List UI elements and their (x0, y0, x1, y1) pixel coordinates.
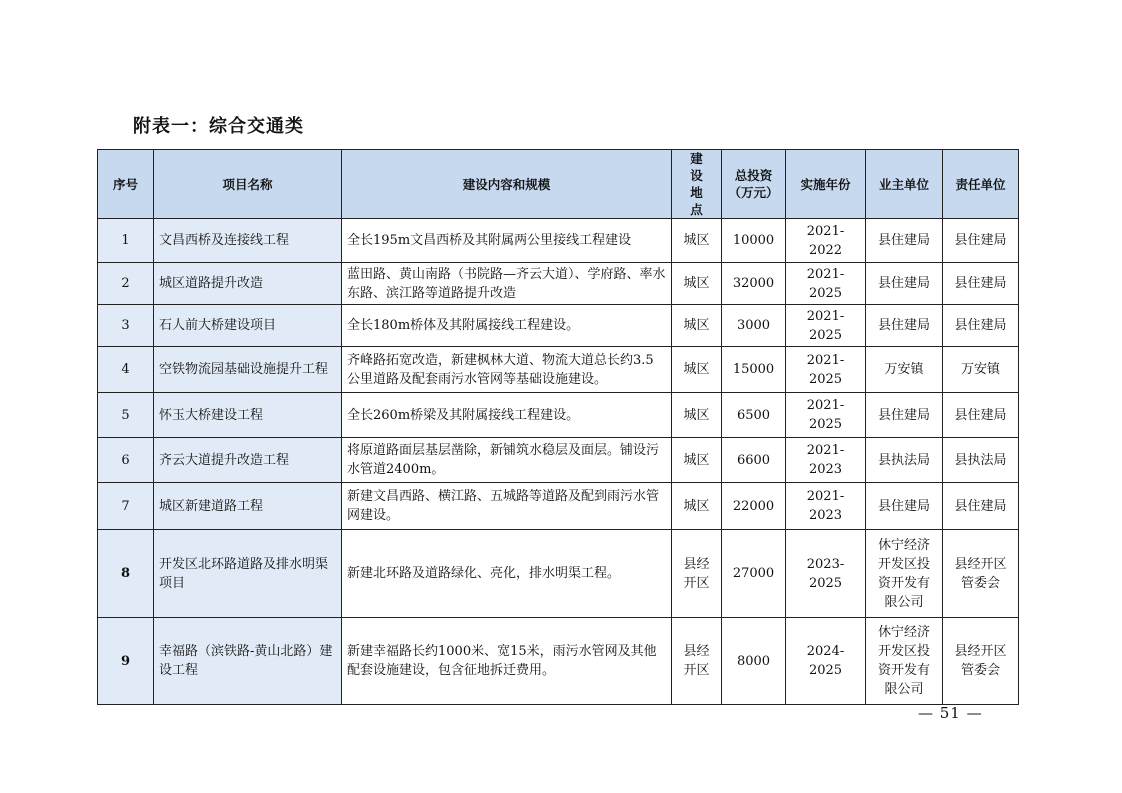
row-investment: 6600 (722, 438, 786, 483)
header-years: 实施年份 (786, 150, 866, 219)
row-name: 空铁物流园基础设施提升工程 (154, 347, 342, 393)
row-investment: 32000 (722, 263, 786, 305)
row-years: 2021-2025 (786, 263, 866, 305)
row-content: 全长260m桥梁及其附属接线工程建设。 (342, 393, 672, 438)
row-responsible: 县住建局 (943, 483, 1019, 530)
row-content: 齐峰路拓宽改造，新建枫林大道、物流大道总长约3.5公里道路及配套雨污水管网等基础设施建设。 (342, 347, 672, 393)
header-investment (722, 150, 786, 219)
row-owner: 县住建局 (866, 219, 943, 263)
row-investment: 10000 (722, 219, 786, 263)
row-years: 2021-2023 (786, 438, 866, 483)
table-row (98, 618, 1019, 705)
header-location: 建设地点 (672, 150, 722, 219)
row-name: 怀玉大桥建设工程 (154, 393, 342, 438)
row-content: 新建北环路及道路绿化、亮化，排水明渠工程。 (342, 530, 672, 618)
row-index: 1 (98, 219, 154, 263)
header-investment-line1: 总投资 (734, 168, 773, 183)
row-investment: 3000 (722, 305, 786, 347)
table-row (98, 483, 1019, 530)
row-content: 全长195m文昌西桥及其附属两公里接线工程建设 (342, 219, 672, 263)
header-name: 项目名称 (154, 150, 342, 219)
row-responsible: 万安镇 (943, 347, 1019, 393)
table-row (98, 263, 1019, 305)
row-content: 蓝田路、黄山南路（书院路—齐云大道）、学府路、率水东路、滨江路等道路提升改造 (342, 263, 672, 305)
row-responsible: 县经开区管委会 (943, 618, 1019, 705)
header-content: 建设内容和规模 (342, 150, 672, 219)
table-row (98, 530, 1019, 618)
row-owner: 县执法局 (866, 438, 943, 483)
row-content: 新建幸福路长约1000米、宽15米，雨污水管网及其他配套设施建设，包含征地拆迁费用。 (342, 618, 672, 705)
row-location: 县经开区 (672, 618, 722, 705)
row-location: 城区 (672, 347, 722, 393)
row-investment: 6500 (722, 393, 786, 438)
row-name: 石人前大桥建设项目 (154, 305, 342, 347)
row-owner: 休宁经济开发区投资开发有限公司 (866, 530, 943, 618)
row-owner: 县住建局 (866, 393, 943, 438)
row-years: 2023-2025 (786, 530, 866, 618)
row-location: 城区 (672, 483, 722, 530)
row-index: 6 (98, 438, 154, 483)
row-years: 2021-2023 (786, 483, 866, 530)
row-responsible: 县住建局 (943, 219, 1019, 263)
row-name: 幸福路（滨铁路-黄山北路）建设工程 (154, 618, 342, 705)
row-investment: 15000 (722, 347, 786, 393)
row-responsible: 县住建局 (943, 393, 1019, 438)
row-name: 文昌西桥及连接线工程 (154, 219, 342, 263)
row-responsible: 县住建局 (943, 305, 1019, 347)
row-index: 2 (98, 263, 154, 305)
row-responsible: 县执法局 (943, 438, 1019, 483)
row-location: 县经开区 (672, 530, 722, 618)
row-owner: 万安镇 (866, 347, 943, 393)
row-years: 2021-2025 (786, 393, 866, 438)
row-years: 2021-2025 (786, 305, 866, 347)
row-investment: 27000 (722, 530, 786, 618)
row-owner: 县住建局 (866, 305, 943, 347)
row-responsible: 县经开区管委会 (943, 530, 1019, 618)
row-investment: 8000 (722, 618, 786, 705)
row-index: 5 (98, 393, 154, 438)
row-years: 2021-2025 (786, 347, 866, 393)
row-years: 2021-2022 (786, 219, 866, 263)
row-owner: 休宁经济开发区投资开发有限公司 (866, 618, 943, 705)
row-location: 城区 (672, 263, 722, 305)
header-investment-line2: （万元） (728, 185, 779, 200)
table-row (98, 393, 1019, 438)
row-investment: 22000 (722, 483, 786, 530)
header-index: 序号 (98, 150, 154, 219)
row-name: 城区道路提升改造 (154, 263, 342, 305)
row-name: 齐云大道提升改造工程 (154, 438, 342, 483)
row-years: 2024-2025 (786, 618, 866, 705)
row-owner: 县住建局 (866, 483, 943, 530)
row-location: 城区 (672, 438, 722, 483)
row-index: 4 (98, 347, 154, 393)
row-index: 3 (98, 305, 154, 347)
row-name: 城区新建道路工程 (154, 483, 342, 530)
table-header-row (98, 150, 1019, 219)
table-row (98, 219, 1019, 263)
row-content: 新建文昌西路、横江路、五城路等道路及配到雨污水管网建设。 (342, 483, 672, 530)
row-index: 9 (98, 618, 154, 705)
page-title: 附表一：综合交通类 (133, 116, 304, 137)
header-responsible: 责任单位 (943, 150, 1019, 219)
row-name: 开发区北环路道路及排水明渠项目 (154, 530, 342, 618)
row-responsible: 县住建局 (943, 263, 1019, 305)
row-location: 城区 (672, 219, 722, 263)
row-location: 城区 (672, 393, 722, 438)
row-content: 全长180m桥体及其附属接线工程建设。 (342, 305, 672, 347)
row-index: 7 (98, 483, 154, 530)
row-location: 城区 (672, 305, 722, 347)
page-number: — 51 — (918, 704, 983, 722)
project-table (97, 149, 1019, 705)
header-owner: 业主单位 (866, 150, 943, 219)
table-row (98, 305, 1019, 347)
row-index: 8 (98, 530, 154, 618)
table-row (98, 438, 1019, 483)
table-row (98, 347, 1019, 393)
row-owner: 县住建局 (866, 263, 943, 305)
row-content: 将原道路面层基层凿除，新铺筑水稳层及面层。铺设污水管道2400m。 (342, 438, 672, 483)
